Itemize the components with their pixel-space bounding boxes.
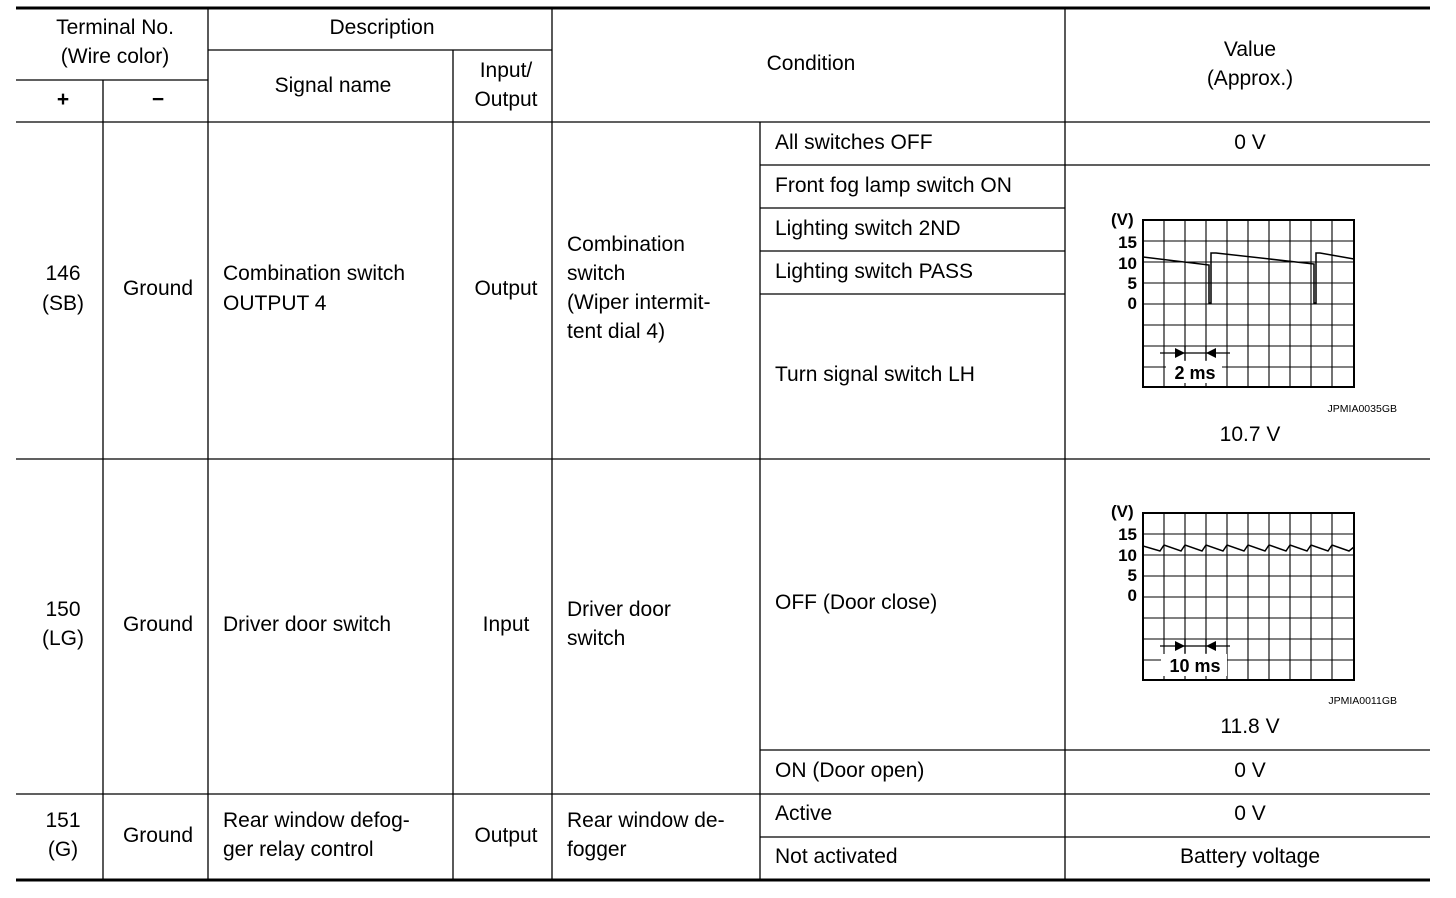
waveform-tick-label: 5 (1127, 566, 1137, 585)
figure-code: JPMIA0035GB (1327, 403, 1397, 415)
value: 0 V (1234, 131, 1266, 154)
header-input-output-2: Output (474, 88, 538, 111)
table-row (42, 502, 1397, 782)
waveform-tick-label: 0 (1127, 294, 1137, 313)
time-scale-marker (1160, 346, 1230, 360)
header-value-2: (Approx.) (1206, 67, 1294, 90)
header-value-1: Value (1223, 38, 1277, 61)
condition-state: ON (Door open) (775, 759, 925, 782)
terminal-number: 150 (45, 598, 81, 621)
condition-state: Turn signal switch LH (775, 363, 975, 386)
wire-color: (G) (47, 838, 79, 861)
condition: tent dial 4) (567, 320, 666, 343)
waveform-tick-label: 0 (1127, 586, 1137, 605)
waveform-chart (1111, 502, 1397, 738)
signal-name: Combination switch (223, 262, 406, 285)
table-header (56, 16, 1293, 111)
header-plus: + (56, 88, 70, 111)
condition: switch (567, 262, 626, 285)
waveform-unit: (V) (1111, 502, 1134, 521)
condition: fogger (567, 838, 627, 861)
header-input-output-1: Input/ (479, 59, 533, 82)
value: 0 V (1234, 759, 1266, 782)
signal-name: Driver door switch (223, 613, 392, 636)
wire-color: (SB) (42, 292, 84, 315)
condition: Driver door (567, 598, 671, 621)
ground-terminal: Ground (122, 277, 194, 300)
terminal-number: 146 (45, 262, 81, 285)
waveform-value: 11.8 V (1220, 715, 1280, 738)
waveform-tick-label: 15 (1118, 233, 1137, 252)
signal-name: Rear window defog- (223, 809, 410, 832)
waveform-chart (1111, 210, 1397, 446)
condition: Rear window de- (567, 809, 725, 832)
wire-color: (LG) (42, 627, 84, 650)
waveform-tick-label: 10 (1118, 546, 1137, 565)
signal-name: OUTPUT 4 (223, 292, 327, 315)
condition-state: Active (775, 802, 833, 825)
waveform-unit: (V) (1111, 210, 1134, 229)
table-row (45, 802, 1320, 868)
header-condition: Condition (766, 52, 856, 75)
waveform-tick-label: 15 (1118, 525, 1137, 544)
condition: Combination (567, 233, 685, 256)
waveform-time-scale: 2 ms (1174, 363, 1216, 383)
ground-terminal: Ground (122, 613, 194, 636)
signal-name: ger relay control (223, 838, 374, 861)
input-output: Output (474, 824, 538, 847)
ground-terminal: Ground (122, 824, 194, 847)
condition: (Wiper intermit- (567, 291, 711, 314)
figure-code: JPMIA0011GB (1328, 695, 1397, 707)
condition: switch (567, 627, 626, 650)
header-terminal-no: Terminal No. (56, 16, 174, 39)
condition-state: OFF (Door close) (775, 591, 938, 614)
condition-state: Lighting switch PASS (775, 260, 974, 283)
header-description: Description (329, 16, 435, 39)
input-output: Output (474, 277, 538, 300)
header-signal-name: Signal name (274, 74, 392, 97)
condition-state: Lighting switch 2ND (775, 217, 961, 240)
condition-state: Front fog lamp switch ON (775, 174, 1012, 197)
waveform-tick-label: 5 (1127, 274, 1137, 293)
input-output: Input (482, 613, 530, 636)
condition-state: All switches OFF (775, 131, 933, 154)
value: Battery voltage (1179, 845, 1321, 868)
table-rules (16, 8, 1430, 880)
table-row (42, 131, 1397, 446)
header-minus: − (151, 88, 165, 111)
time-scale-marker (1160, 639, 1230, 653)
waveform-time-scale: 10 ms (1169, 656, 1221, 676)
condition-state: Not activated (775, 845, 898, 868)
value: 0 V (1234, 802, 1266, 825)
terminal-number: 151 (45, 809, 81, 832)
waveform-value: 10.7 V (1219, 423, 1281, 446)
header-wire-color: (Wire color) (60, 45, 170, 68)
waveform-tick-label: 10 (1118, 254, 1137, 273)
